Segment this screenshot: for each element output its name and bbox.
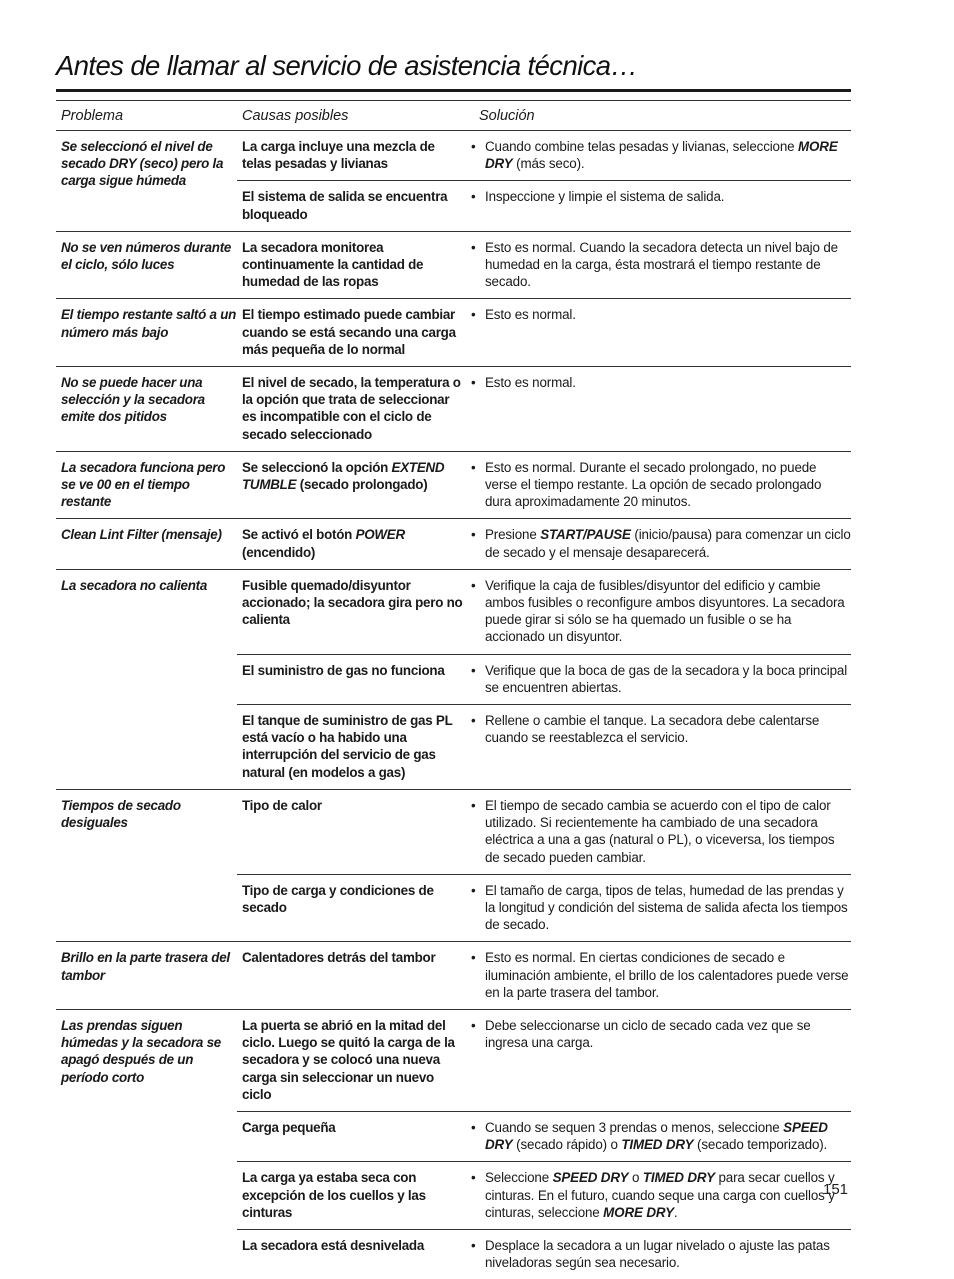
solution-bullet	[471, 1237, 851, 1271]
cause-cell	[237, 181, 466, 231]
cause-text: El tanque de suministro de gas PL está vacío o ha habido una interrupción del servicio de gas natural (en modelos a gas)	[242, 713, 452, 780]
table-row	[56, 789, 851, 874]
solution-text: Debe seleccionarse un ciclo de secado cada vez que se ingresa una carga.	[485, 1018, 811, 1050]
setting-name: MORE DRY	[485, 139, 838, 171]
solution-text: Cuando combine telas pesadas y livianas, seleccione	[485, 139, 798, 154]
cause-cell	[237, 299, 466, 367]
cause-cell	[237, 1229, 466, 1279]
solution-text: Esto es normal. Durante el secado prolongado, no puede verse el tiempo restante. La opción de secado prolongado dura aproximadamente 20 minutos.	[485, 460, 821, 509]
cause-cell	[237, 874, 466, 942]
solution-cell	[466, 1111, 851, 1161]
header-cause: Causas posibles	[237, 101, 466, 131]
cause-emphasis: EXTEND TUMBLE	[242, 460, 444, 492]
solution-cell	[466, 789, 851, 874]
problem-cell: No se ven números durante el ciclo, sólo luces	[56, 231, 237, 299]
solution-cell	[466, 1229, 851, 1279]
setting-name: MORE DRY	[603, 1205, 674, 1220]
solution-bullet	[471, 459, 851, 511]
table-header-row	[56, 101, 851, 131]
troubleshooting-table	[56, 100, 851, 1279]
solution-cell	[466, 569, 851, 654]
problem-cell: Tiempos de secado desiguales	[56, 789, 237, 941]
problem-cell: Brillo en la parte trasera del tambor	[56, 942, 237, 1010]
header-solution: Solución	[466, 101, 851, 131]
solution-bullet	[471, 138, 851, 172]
solution-text: El tiempo de secado cambia se acuerdo con el tipo de calor utilizado. Si recientemente ha cambiado de una secadora eléctrica a una a gas (natural o PL), o viceversa, los tiempos de secado pueden cambiar.	[485, 798, 834, 865]
cause-cell	[237, 569, 466, 654]
solution-bullet	[471, 306, 851, 323]
solution-text: Inspeccione y limpie el sistema de salida.	[485, 189, 724, 204]
cause-text: El sistema de salida se encuentra bloqueado	[242, 189, 447, 221]
cause-cell	[237, 1111, 466, 1161]
cause-text: Fusible quemado/disyuntor accionado; la secadora gira pero no calienta	[242, 578, 462, 627]
cause-cell	[237, 1009, 466, 1111]
problem-cell: No se puede hacer una selección y la secadora emite dos pitidos	[56, 367, 237, 452]
cause-text: El suministro de gas no funciona	[242, 663, 445, 678]
solution-text: Esto es normal.	[485, 307, 576, 322]
solution-text: Cuando se sequen 3 prendas o menos, seleccione	[485, 1120, 783, 1135]
page-number: 151	[823, 1181, 848, 1198]
table-row	[56, 451, 851, 519]
cause-text: (encendido)	[242, 545, 315, 560]
problem-cell: El tiempo restante saltó a un número más bajo	[56, 299, 237, 367]
solution-text: Desplace la secadora a un lugar nivelado o ajuste las patas niveladoras según sea necesario.	[485, 1238, 830, 1270]
solution-cell	[466, 705, 851, 790]
cause-text: La carga ya estaba seca con excepción de los cuellos y las cinturas	[242, 1170, 426, 1219]
solution-cell	[466, 231, 851, 299]
table-row	[56, 1009, 851, 1111]
setting-name: START/PAUSE	[540, 527, 631, 542]
cause-cell	[237, 451, 466, 519]
table-row	[56, 131, 851, 181]
title-rule	[56, 89, 851, 92]
solution-bullet	[471, 1169, 851, 1221]
solution-text: (más seco).	[513, 156, 585, 171]
solution-text: Presione	[485, 527, 540, 542]
solution-text: o	[628, 1170, 642, 1185]
solution-bullet	[471, 949, 851, 1001]
solution-text: El tamaño de carga, tipos de telas, humedad de las prendas y la longitud y condición del sistema de salida afecta los tiempos de secado.	[485, 883, 848, 932]
solution-cell	[466, 874, 851, 942]
cause-text: La secadora está desnivelada	[242, 1238, 424, 1253]
solution-text: Esto es normal. Cuando la secadora detecta un nivel bajo de humedad en la carga, ésta mostrará el tiempo restante de secado.	[485, 240, 838, 289]
cause-cell	[237, 519, 466, 569]
cause-emphasis: POWER	[356, 527, 405, 542]
cause-text: Calentadores detrás del tambor	[242, 950, 435, 965]
solution-text: (inicio/pausa) para comenzar un ciclo de secado y el mensaje desaparecerá.	[485, 527, 851, 559]
solution-text: Verifique la caja de fusibles/disyuntor del edificio y cambie ambos fusibles o reconfigure ambos disyuntores. La secadora puede girar si sólo se ha quemado un fusible o se ha accionado un disyuntor.	[485, 578, 845, 645]
solution-bullet	[471, 1119, 851, 1153]
solution-cell	[466, 299, 851, 367]
solution-bullet	[471, 1017, 851, 1051]
solution-text: Verifique que la boca de gas de la secadora y la boca principal se encuentren abiertas.	[485, 663, 847, 695]
solution-text: Esto es normal.	[485, 375, 576, 390]
solution-bullet	[471, 577, 851, 646]
solution-cell	[466, 181, 851, 231]
cause-cell	[237, 942, 466, 1010]
table-row	[56, 519, 851, 569]
setting-name: SPEED DRY	[553, 1170, 629, 1185]
solution-cell	[466, 451, 851, 519]
cause-text: Se seleccionó la opción	[242, 460, 392, 475]
solution-cell	[466, 131, 851, 181]
table-body	[56, 131, 851, 1279]
problem-cell: La secadora no calienta	[56, 569, 237, 789]
page-title: Antes de llamar al servicio de asistencia técnica…	[56, 50, 916, 82]
solution-cell	[466, 519, 851, 569]
cause-text: La puerta se abrió en la mitad del ciclo. Luego se quitó la carga de la secadora y se colocó una nueva carga sin seleccionar un nuevo ciclo	[242, 1018, 455, 1102]
solution-cell	[466, 1009, 851, 1111]
setting-name: TIMED DRY	[621, 1137, 693, 1152]
table-row	[56, 367, 851, 452]
cause-text: La secadora monitorea continuamente la cantidad de humedad de las ropas	[242, 240, 423, 289]
cause-cell	[237, 131, 466, 181]
cause-text: Carga pequeña	[242, 1120, 336, 1135]
problem-cell: Clean Lint Filter (mensaje)	[56, 519, 237, 569]
cause-cell	[237, 705, 466, 790]
cause-text: Se activó el botón	[242, 527, 356, 542]
cause-text: Tipo de carga y condiciones de secado	[242, 883, 434, 915]
solution-cell	[466, 942, 851, 1010]
solution-text: Seleccione	[485, 1170, 553, 1185]
cause-text: Tipo de calor	[242, 798, 322, 813]
solution-text: Esto es normal. En ciertas condiciones de secado e iluminación ambiente, el brillo de los calentadores puede verse en la parte trasera del tambor.	[485, 950, 848, 999]
cause-cell	[237, 789, 466, 874]
solution-text: (secado temporizado).	[693, 1137, 827, 1152]
cause-text: El nivel de secado, la temperatura o la opción que trata de seleccionar es incompatible con el ciclo de secado seleccionado	[242, 375, 461, 442]
header-problem: Problema	[56, 101, 237, 131]
solution-text: .	[674, 1205, 678, 1220]
cause-text: (secado prolongado)	[296, 477, 427, 492]
solution-text: para secar cuellos y cinturas. En el futuro, cuando seque una carga con cuellos y cinturas, seleccione	[485, 1170, 835, 1219]
table-row	[56, 942, 851, 1010]
solution-bullet	[471, 797, 851, 866]
cause-text: El tiempo estimado puede cambiar cuando se está secando una carga más pequeña de lo normal	[242, 307, 456, 356]
solution-cell	[466, 654, 851, 704]
solution-bullet	[471, 188, 851, 205]
cause-text: La carga incluye una mezcla de telas pesadas y livianas	[242, 139, 435, 171]
cause-cell	[237, 367, 466, 452]
setting-name: TIMED DRY	[643, 1170, 715, 1185]
solution-bullet	[471, 712, 851, 746]
solution-bullet	[471, 239, 851, 291]
setting-name: SPEED DRY	[485, 1120, 828, 1152]
problem-cell: Se seleccionó el nivel de secado DRY (seco) pero la carga sigue húmeda	[56, 131, 237, 232]
cause-cell	[237, 1162, 466, 1230]
solution-bullet	[471, 662, 851, 696]
solution-bullet	[471, 882, 851, 934]
problem-cell: La secadora funciona pero se ve 00 en el tiempo restante	[56, 451, 237, 519]
solution-bullet	[471, 374, 851, 391]
solution-cell	[466, 1162, 851, 1230]
solution-cell	[466, 367, 851, 452]
table-row	[56, 231, 851, 299]
solution-text: Rellene o cambie el tanque. La secadora debe calentarse cuando se reestablezca el servicio.	[485, 713, 819, 745]
cause-cell	[237, 231, 466, 299]
solution-text: (secado rápido) o	[513, 1137, 622, 1152]
table-row	[56, 299, 851, 367]
problem-cell: Las prendas siguen húmedas y la secadora se apagó después de un período corto	[56, 1009, 237, 1279]
cause-cell	[237, 654, 466, 704]
solution-bullet	[471, 526, 851, 560]
table-row	[56, 569, 851, 654]
